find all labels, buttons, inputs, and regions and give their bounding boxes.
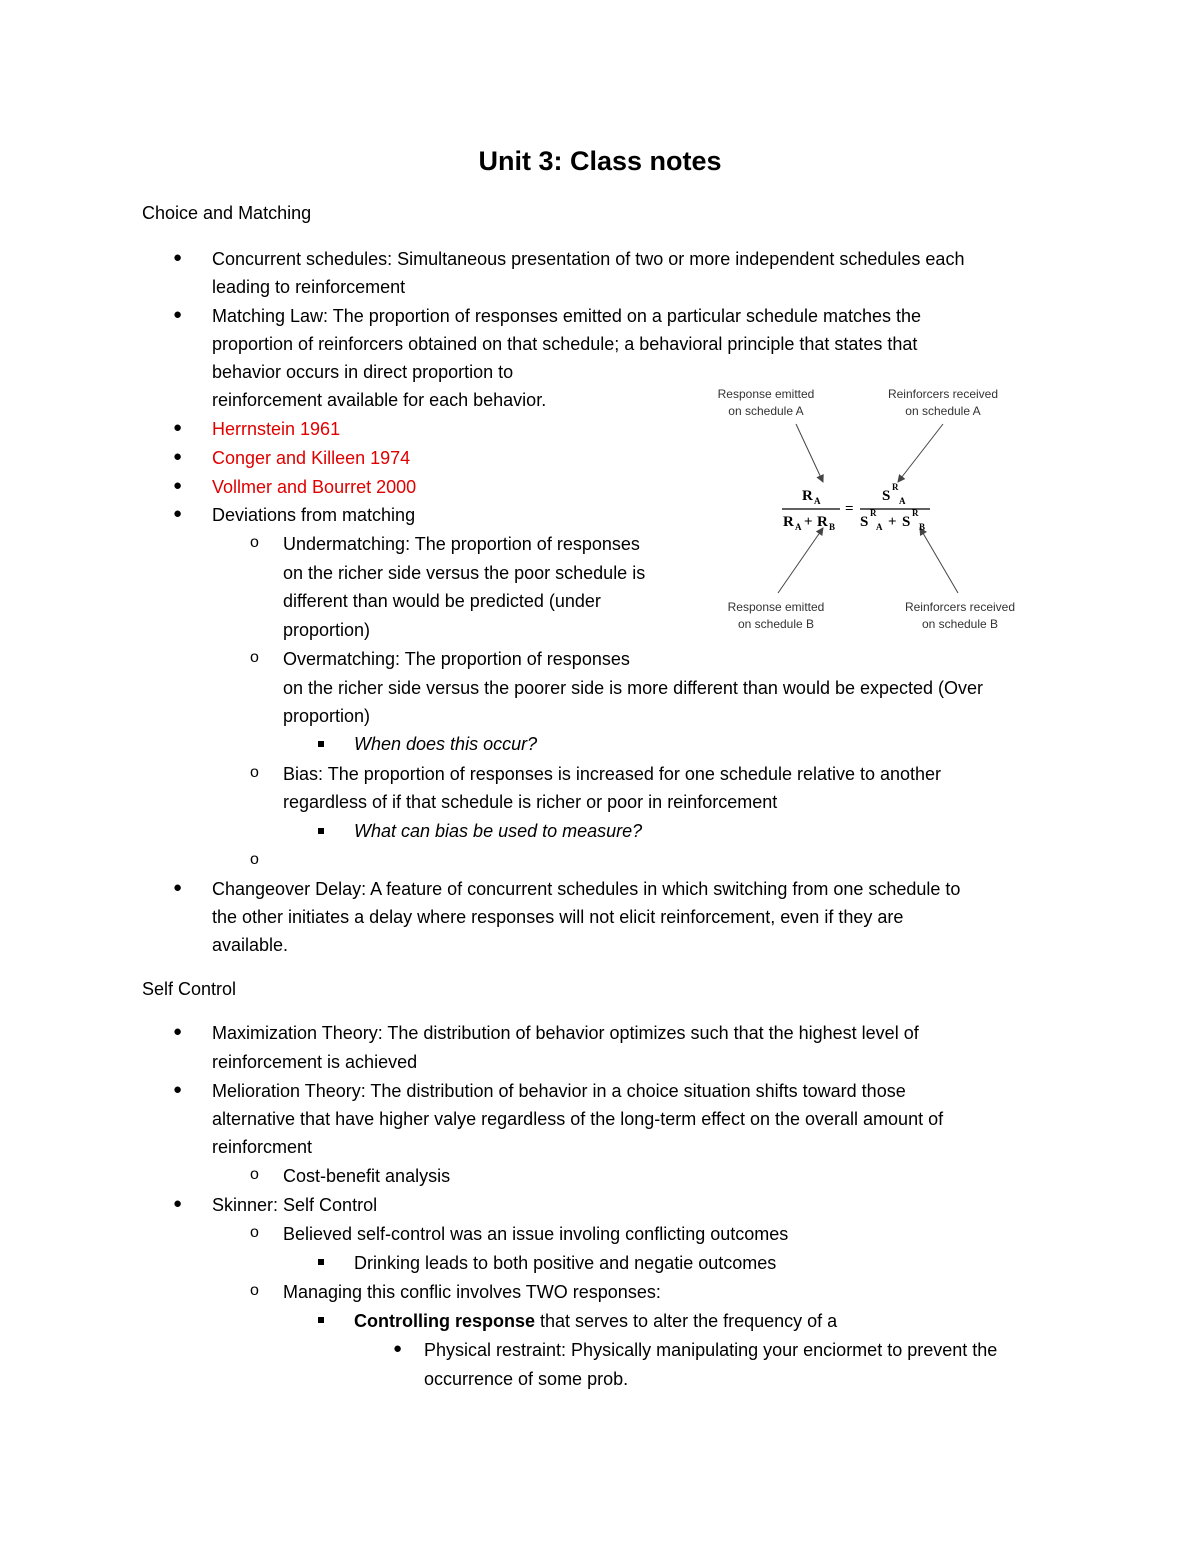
section-heading-choice: Choice and Matching	[142, 203, 312, 223]
mel-line-2: alternative that have higher valye regardless of the long-term effect on the overall amount of	[212, 1109, 944, 1129]
formula-den-sb-sub: B	[919, 522, 926, 532]
bullet-icon: ●	[173, 1195, 183, 1212]
bullet-icon: ●	[173, 1023, 183, 1040]
over-line-3: proportion)	[283, 706, 371, 726]
arrow-reinforcer-a	[898, 424, 943, 482]
deviations-line: Deviations from matching	[212, 505, 416, 525]
formula-den-sb-sup: R	[912, 508, 919, 518]
label-response-a-1: Response emitted	[717, 387, 815, 401]
bias-line-2: regardless of if that schedule is richer or poor in reinforcement	[283, 792, 778, 812]
formula-sa-sup: R	[892, 482, 899, 492]
matching-line-2: proportion of reinforcers obtained on that schedule; a behavioral principle that states that	[212, 334, 918, 354]
formula-ra: R	[802, 488, 813, 504]
bias-question: What can bias be used to measure?	[354, 821, 643, 841]
changeover-line-2: the other initiates a delay where responses will not elicit reinforcement, even if they are	[212, 907, 904, 927]
controlling-term: Controlling response	[354, 1311, 536, 1331]
label-reinforcer-b-2: on schedule B	[921, 617, 999, 631]
concurrent-line-2: leading to reinforcement	[212, 277, 406, 297]
bullet-icon: ●	[173, 249, 183, 266]
formula-den-sa-sup: R	[870, 508, 877, 518]
max-line-1: Maximization Theory: The distribution of behavior optimizes such that the highest level of	[212, 1023, 919, 1043]
controlling-line	[354, 1310, 837, 1332]
formula-sa-sub: A	[899, 496, 906, 506]
physical-line-1: Physical restraint: Physically manipulating your enciormet to prevent the	[424, 1340, 998, 1360]
skinner-line: Skinner: Self Control	[212, 1195, 378, 1215]
bullet-icon: ●	[173, 448, 183, 465]
physical-line-2: occurrence of some prob.	[424, 1369, 629, 1389]
managing-line: Managing this conflic involves TWO responses:	[283, 1282, 661, 1302]
ref-conger: Conger and Killeen 1974	[212, 448, 411, 468]
formula-plus-right: +	[888, 514, 897, 530]
under-line-2: on the richer side versus the poor schedule is	[283, 563, 646, 583]
formula-sa: S	[882, 488, 891, 504]
bullet-icon: ●	[173, 419, 183, 436]
arrow-reinforcer-b	[920, 528, 958, 593]
drinking-line: Drinking leads to both positive and negatie outcomes	[354, 1253, 777, 1273]
ref-herrnstein: Herrnstein 1961	[212, 419, 341, 439]
formula-plus-left: +	[804, 514, 813, 530]
arrow-response-b	[778, 528, 823, 593]
cost-benefit-line: Cost-benefit analysis	[283, 1166, 451, 1186]
over-question: When does this occur?	[354, 734, 538, 754]
formula-den-r: R	[783, 514, 794, 530]
mel-line-3: reinforcment	[212, 1137, 313, 1157]
circle-bullet-icon: o	[250, 851, 259, 868]
formula-den-s: S	[860, 514, 869, 530]
label-reinforcer-a-1: Reinforcers received	[887, 387, 999, 401]
circle-bullet-icon: o	[250, 649, 259, 666]
matching-law-diagram	[690, 380, 1050, 640]
under-line-4: proportion)	[283, 620, 371, 640]
label-response-b-2: on schedule B	[737, 617, 815, 631]
controlling-rest: that serves to alter the frequency of a	[535, 1311, 838, 1331]
circle-bullet-icon: o	[250, 1224, 259, 1241]
bullet-icon: ●	[393, 1340, 403, 1357]
matching-line-4: reinforcement available for each behavior.	[212, 390, 547, 410]
bullet-icon: ●	[173, 1081, 183, 1098]
believed-line: Believed self-control was an issue involing conflicting outcomes	[283, 1224, 789, 1244]
circle-bullet-icon: o	[250, 1282, 259, 1299]
label-reinforcer-b-1: Reinforcers received	[904, 600, 1016, 614]
formula-ra-sub: A	[814, 496, 821, 506]
formula-den-sa-sub: A	[876, 522, 883, 532]
over-line-2: on the richer side versus the poorer side is more different than would be expected (Over	[283, 678, 984, 698]
arrow-response-a	[796, 424, 823, 482]
concurrent-line-1: Concurrent schedules: Simultaneous presentation of two or more independent schedules each	[212, 249, 965, 269]
ref-vollmer: Vollmer and Bourret 2000	[212, 477, 417, 497]
changeover-line-1: Changeover Delay: A feature of concurrent schedules in which switching from one schedule to	[212, 879, 961, 899]
max-line-2: reinforcement is achieved	[212, 1052, 418, 1072]
circle-bullet-icon: o	[250, 1166, 259, 1183]
matching-line-3: behavior occurs in direct proportion to	[212, 362, 514, 382]
formula-equals: =	[845, 501, 854, 517]
circle-bullet-icon: o	[250, 534, 259, 551]
square-bullet-icon	[318, 828, 324, 834]
changeover-line-3: available.	[212, 935, 289, 955]
formula-den-sb: S	[902, 514, 911, 530]
label-response-b-1: Response emitted	[727, 600, 825, 614]
matching-line-1: Matching Law: The proportion of responses emitted on a particular schedule matches the	[212, 306, 922, 326]
section-heading-self-control: Self Control	[142, 979, 237, 999]
formula-den-rb-sub: B	[829, 522, 836, 532]
bias-line-1: Bias: The proportion of responses is increased for one schedule relative to another	[283, 764, 942, 784]
bullet-icon: ●	[173, 306, 183, 323]
label-reinforcer-a-2: on schedule A	[905, 404, 981, 418]
bullet-icon: ●	[173, 879, 183, 896]
under-line-3: different than would be predicted (under	[283, 591, 601, 611]
circle-bullet-icon: o	[250, 764, 259, 781]
over-line-1: Overmatching: The proportion of responses	[283, 649, 630, 669]
formula-den-rb: R	[817, 514, 828, 530]
formula-den-ra-sub: A	[795, 522, 802, 532]
page-title: Unit 3: Class notes	[478, 146, 722, 176]
square-bullet-icon	[318, 1259, 324, 1265]
square-bullet-icon	[318, 1317, 324, 1323]
bullet-icon: ●	[173, 477, 183, 494]
label-response-a-2: on schedule A	[728, 404, 804, 418]
bullet-icon: ●	[173, 505, 183, 522]
square-bullet-icon	[318, 741, 324, 747]
under-line-1: Undermatching: The proportion of responses	[283, 534, 640, 554]
mel-line-1: Melioration Theory: The distribution of behavior in a choice situation shifts toward those	[212, 1081, 906, 1101]
